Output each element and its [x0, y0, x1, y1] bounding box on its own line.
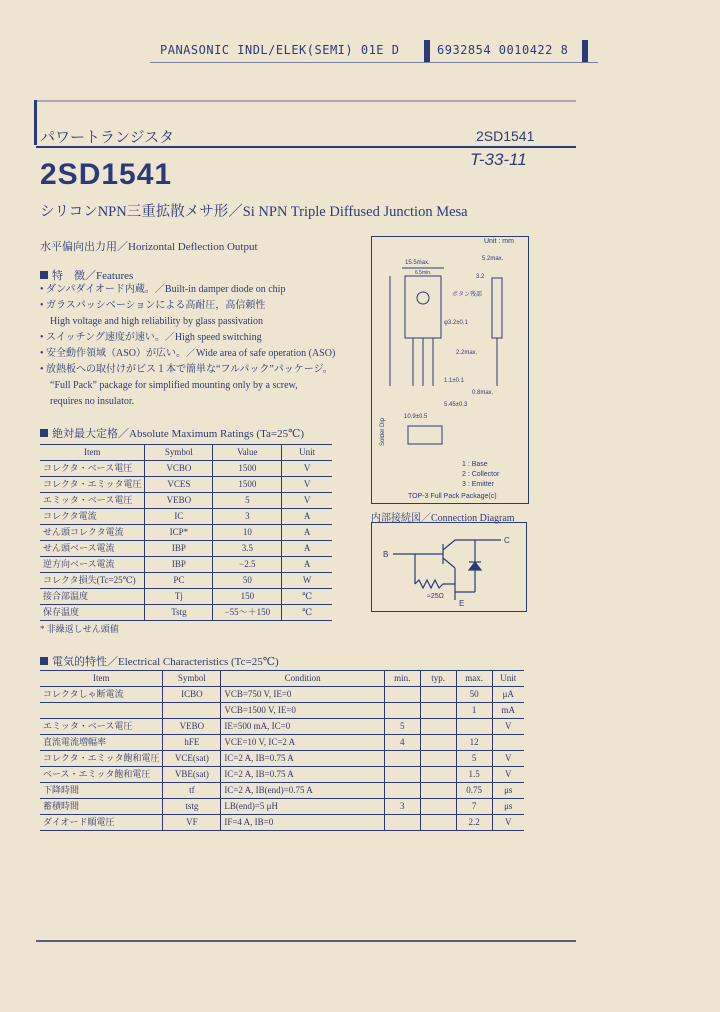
table-cell: IF=4 A, IB=0	[221, 815, 385, 831]
table-cell: 3	[213, 509, 282, 525]
table-cell: エミッタ・ベース電圧	[40, 493, 145, 509]
terminal-b: B	[383, 550, 389, 559]
table-cell: ℃	[282, 605, 332, 621]
dim-label: 6.5min.	[415, 270, 432, 276]
package-drawing	[372, 246, 526, 502]
feature-item: • ガラスパッシベーションによる高耐圧，高信頼性	[40, 300, 266, 311]
table-header-row	[40, 445, 332, 461]
col-symbol: Symbol	[145, 445, 213, 461]
col-value: Value	[213, 445, 282, 461]
table-cell: −55～＋150	[213, 605, 282, 621]
table-cell	[420, 799, 456, 815]
table-cell: 1	[456, 703, 492, 719]
table-cell: 12	[456, 735, 492, 751]
pin-label: 2 : Collector	[462, 471, 500, 478]
table-cell: 5	[456, 751, 492, 767]
table-cell	[456, 719, 492, 735]
table-cell: 直流電流増幅率	[40, 735, 163, 751]
table-cell: ℃	[282, 589, 332, 605]
table-row	[40, 783, 524, 799]
title-rule	[36, 146, 576, 148]
electrical-table	[40, 670, 524, 831]
features-heading-text: 特 徴／Features	[52, 270, 134, 282]
table-cell: 1.5	[456, 767, 492, 783]
table-cell: LB(end)=5 μH	[221, 799, 385, 815]
table-cell: 3	[384, 799, 420, 815]
table-cell	[384, 751, 420, 767]
table-cell: 接合部温度	[40, 589, 145, 605]
dim-label: 3.2	[476, 274, 485, 280]
table-row	[40, 461, 332, 477]
bottom-rule	[36, 940, 576, 942]
table-row	[40, 493, 332, 509]
table-cell: 150	[213, 589, 282, 605]
mount-hole	[417, 292, 429, 304]
table-cell	[492, 735, 524, 751]
table-cell: 4	[384, 735, 420, 751]
top-rule	[36, 100, 576, 102]
header-marker	[424, 40, 430, 62]
table-cell: ダイオード順電圧	[40, 815, 163, 831]
table-cell: VEBO	[163, 719, 221, 735]
package-name: TOP-3 Full Pack Package(c)	[408, 493, 497, 500]
table-cell: ICP*	[145, 525, 213, 541]
part-number-small: 2SD1541	[476, 128, 535, 144]
col-typ: typ.	[420, 671, 456, 687]
table-cell	[384, 703, 420, 719]
table-cell: コレクタ・エミッタ電圧	[40, 477, 145, 493]
table-cell: V	[282, 493, 332, 509]
table-cell: VEBO	[145, 493, 213, 509]
pin-label: 1 : Base	[462, 461, 488, 468]
table-cell: IC=2 A, IB(end)=0.75 A	[221, 783, 385, 799]
dim-label: 5.2max.	[482, 256, 504, 262]
side-view	[492, 278, 502, 338]
dim-label: φ3.2±0.1	[444, 320, 468, 326]
table-cell: Tj	[145, 589, 213, 605]
table-cell: エミッタ・ベース電圧	[40, 719, 163, 735]
table-cell: μs	[492, 799, 524, 815]
table-cell: IC	[145, 509, 213, 525]
electrical-heading-text: 電気的特性／Electrical Characteristics (Tc=25℃)	[52, 656, 279, 668]
table-cell: コレクタしゃ断電流	[40, 687, 163, 703]
feature-item: • 安全動作領域（ASO）が広い。／Wide area of safe operation (ASO)	[40, 348, 336, 359]
table-cell: VCB=750 V, IE=0	[221, 687, 385, 703]
table-cell: コレクタ・エミッタ飽和電圧	[40, 751, 163, 767]
table-cell: A	[282, 541, 332, 557]
features-list	[40, 282, 360, 410]
header-rule	[150, 62, 598, 63]
table-cell: ICBO	[163, 687, 221, 703]
table-row	[40, 541, 332, 557]
table-cell: A	[282, 557, 332, 573]
table-cell	[384, 783, 420, 799]
electrical-heading	[40, 653, 279, 669]
table-cell: 7	[456, 799, 492, 815]
category-label: パワートランジスタ	[40, 129, 175, 146]
table-row	[40, 751, 524, 767]
table-row	[40, 573, 332, 589]
table-cell: IC=2 A, IB=0.75 A	[221, 751, 385, 767]
table-cell: 0.75	[456, 783, 492, 799]
table-cell: VCES	[145, 477, 213, 493]
table-row	[40, 557, 332, 573]
table-cell: IBP	[145, 541, 213, 557]
terminal-e: E	[459, 599, 465, 608]
col-min: min.	[384, 671, 420, 687]
table-cell	[40, 703, 163, 719]
table-cell	[163, 703, 221, 719]
table-row	[40, 509, 332, 525]
header-company: PANASONIC INDL/ELEK(SEMI) 01E D	[160, 43, 400, 57]
table-cell: せん頭コレクタ電流	[40, 525, 145, 541]
table-cell: tstg	[163, 799, 221, 815]
table-row	[40, 735, 524, 751]
table-row	[40, 815, 524, 831]
col-unit: Unit	[492, 671, 524, 687]
table-cell: 10	[213, 525, 282, 541]
table-cell: hFE	[163, 735, 221, 751]
table-cell: 50	[456, 687, 492, 703]
table-cell: Tstg	[145, 605, 213, 621]
section-bullet	[40, 271, 48, 279]
table-cell: −2.5	[213, 557, 282, 573]
table-cell: A	[282, 509, 332, 525]
section-bullet	[40, 429, 48, 437]
resistor-label: ≈25Ω	[427, 593, 444, 600]
connection-heading: 内部接続図／Connection Diagram	[371, 513, 515, 524]
table-cell	[420, 751, 456, 767]
table-cell: VCB=1500 V, IE=0	[221, 703, 385, 719]
abs-max-heading	[40, 425, 304, 441]
table-cell: VCE(sat)	[163, 751, 221, 767]
table-cell	[420, 719, 456, 735]
table-cell: 逆方向ベース電流	[40, 557, 145, 573]
table-cell	[384, 687, 420, 703]
table-cell: 蓄積時間	[40, 799, 163, 815]
table-row	[40, 687, 524, 703]
table-cell: tf	[163, 783, 221, 799]
pin-view	[408, 426, 442, 444]
table-cell: V	[282, 461, 332, 477]
feature-item: High voltage and high reliability by glass passivation	[50, 316, 264, 327]
col-symbol: Symbol	[163, 671, 221, 687]
table-cell: 1500	[213, 461, 282, 477]
table-cell: 下降時間	[40, 783, 163, 799]
table-cell: 5	[384, 719, 420, 735]
table-row	[40, 605, 332, 621]
table-cell: W	[282, 573, 332, 589]
header-code: 6932854 0010422 8	[437, 43, 569, 57]
table-row	[40, 703, 524, 719]
dim-label: 0.8max.	[472, 390, 494, 396]
table-cell: V	[492, 751, 524, 767]
table-cell: IBP	[145, 557, 213, 573]
table-cell: VCBO	[145, 461, 213, 477]
table-row	[40, 477, 332, 493]
abs-max-table	[40, 444, 332, 621]
table-cell: 2.2	[456, 815, 492, 831]
table-cell	[420, 735, 456, 751]
feature-item: • スイッチング速度が速い。／High speed switching	[40, 332, 262, 343]
table-cell: IE=500 mA, IC=0	[221, 719, 385, 735]
part-number-title: 2SD1541	[40, 158, 173, 191]
feature-item: • 放熱板への取付けがビス１本で簡単な“フルパック”パッケージ。	[40, 364, 333, 375]
table-cell: μA	[492, 687, 524, 703]
handwritten-note: T-33-11	[470, 150, 527, 169]
dim-label: 5.45±0.3	[444, 402, 468, 408]
dim-label: 10.9±0.5	[404, 414, 428, 420]
col-item: Item	[40, 671, 163, 687]
table-cell: 保存温度	[40, 605, 145, 621]
table-cell	[420, 783, 456, 799]
table-cell	[420, 767, 456, 783]
dim-label: 1.1±0.1	[444, 378, 464, 384]
table-cell: V	[492, 719, 524, 735]
header-marker	[582, 40, 588, 62]
table-cell: IC=2 A, IB=0.75 A	[221, 767, 385, 783]
table-cell: V	[492, 815, 524, 831]
application: 水平偏向出力用／Horizontal Deflection Output	[40, 241, 258, 253]
table-cell: V	[282, 477, 332, 493]
col-max: max.	[456, 671, 492, 687]
feature-item: “Full Pack” package for simplified mounting only by a screw,	[50, 380, 298, 391]
table-cell: 50	[213, 573, 282, 589]
table-cell	[420, 815, 456, 831]
table-cell	[420, 687, 456, 703]
table-cell: コレクタ・ベース電圧	[40, 461, 145, 477]
table-row	[40, 767, 524, 783]
table-cell: せん頭ベース電流	[40, 541, 145, 557]
dim-label: 2.2max.	[456, 350, 478, 356]
table-cell: ベース・エミッタ飽和電圧	[40, 767, 163, 783]
subtitle: シリコンNPN三重拡散メサ形／Si NPN Triple Diffused Junction Mesa	[40, 204, 468, 220]
table-cell: 1500	[213, 477, 282, 493]
table-row	[40, 525, 332, 541]
table-cell	[384, 767, 420, 783]
solder-dip-label: Solder Dip	[380, 417, 386, 446]
features-heading	[40, 267, 133, 283]
table-cell: 3.5	[213, 541, 282, 557]
table-cell: コレクタ損失(Tc=25℃)	[40, 573, 145, 589]
col-condition: Condition	[221, 671, 385, 687]
table-cell: PC	[145, 573, 213, 589]
table-cell: V	[492, 767, 524, 783]
feature-item: • ダンパダイオード内蔵。／Built-in damper diode on chip	[40, 284, 286, 295]
table-cell: A	[282, 525, 332, 541]
table-header-row	[40, 671, 524, 687]
table-row	[40, 719, 524, 735]
abs-max-heading-text: 絶対最大定格／Absolute Maximum Ratings (Ta=25℃)	[52, 428, 305, 440]
table-cell: mA	[492, 703, 524, 719]
table-row	[40, 589, 332, 605]
table-cell	[420, 703, 456, 719]
connection-diagram	[371, 522, 527, 612]
package-body	[405, 276, 441, 338]
table-cell: VBE(sat)	[163, 767, 221, 783]
col-item: Item	[40, 445, 145, 461]
dim-label: 15.5max.	[405, 260, 430, 266]
table-row	[40, 799, 524, 815]
package-unit: Unit : mm	[484, 238, 514, 245]
col-unit: Unit	[282, 445, 332, 461]
terminal-c: C	[504, 536, 510, 545]
table-cell: VCE=10 V, IC=2 A	[221, 735, 385, 751]
left-accent	[34, 100, 37, 145]
abs-max-note: * 非繰返しせん頭値	[40, 624, 119, 634]
pin-label: 3 : Emitter	[462, 481, 494, 488]
dim-label: ボタン残部	[452, 292, 483, 298]
table-cell: コレクタ電流	[40, 509, 145, 525]
table-cell: VF	[163, 815, 221, 831]
section-bullet	[40, 657, 48, 665]
table-cell: μs	[492, 783, 524, 799]
table-cell: 5	[213, 493, 282, 509]
feature-item: requires no insulator.	[50, 396, 135, 407]
table-cell	[384, 815, 420, 831]
